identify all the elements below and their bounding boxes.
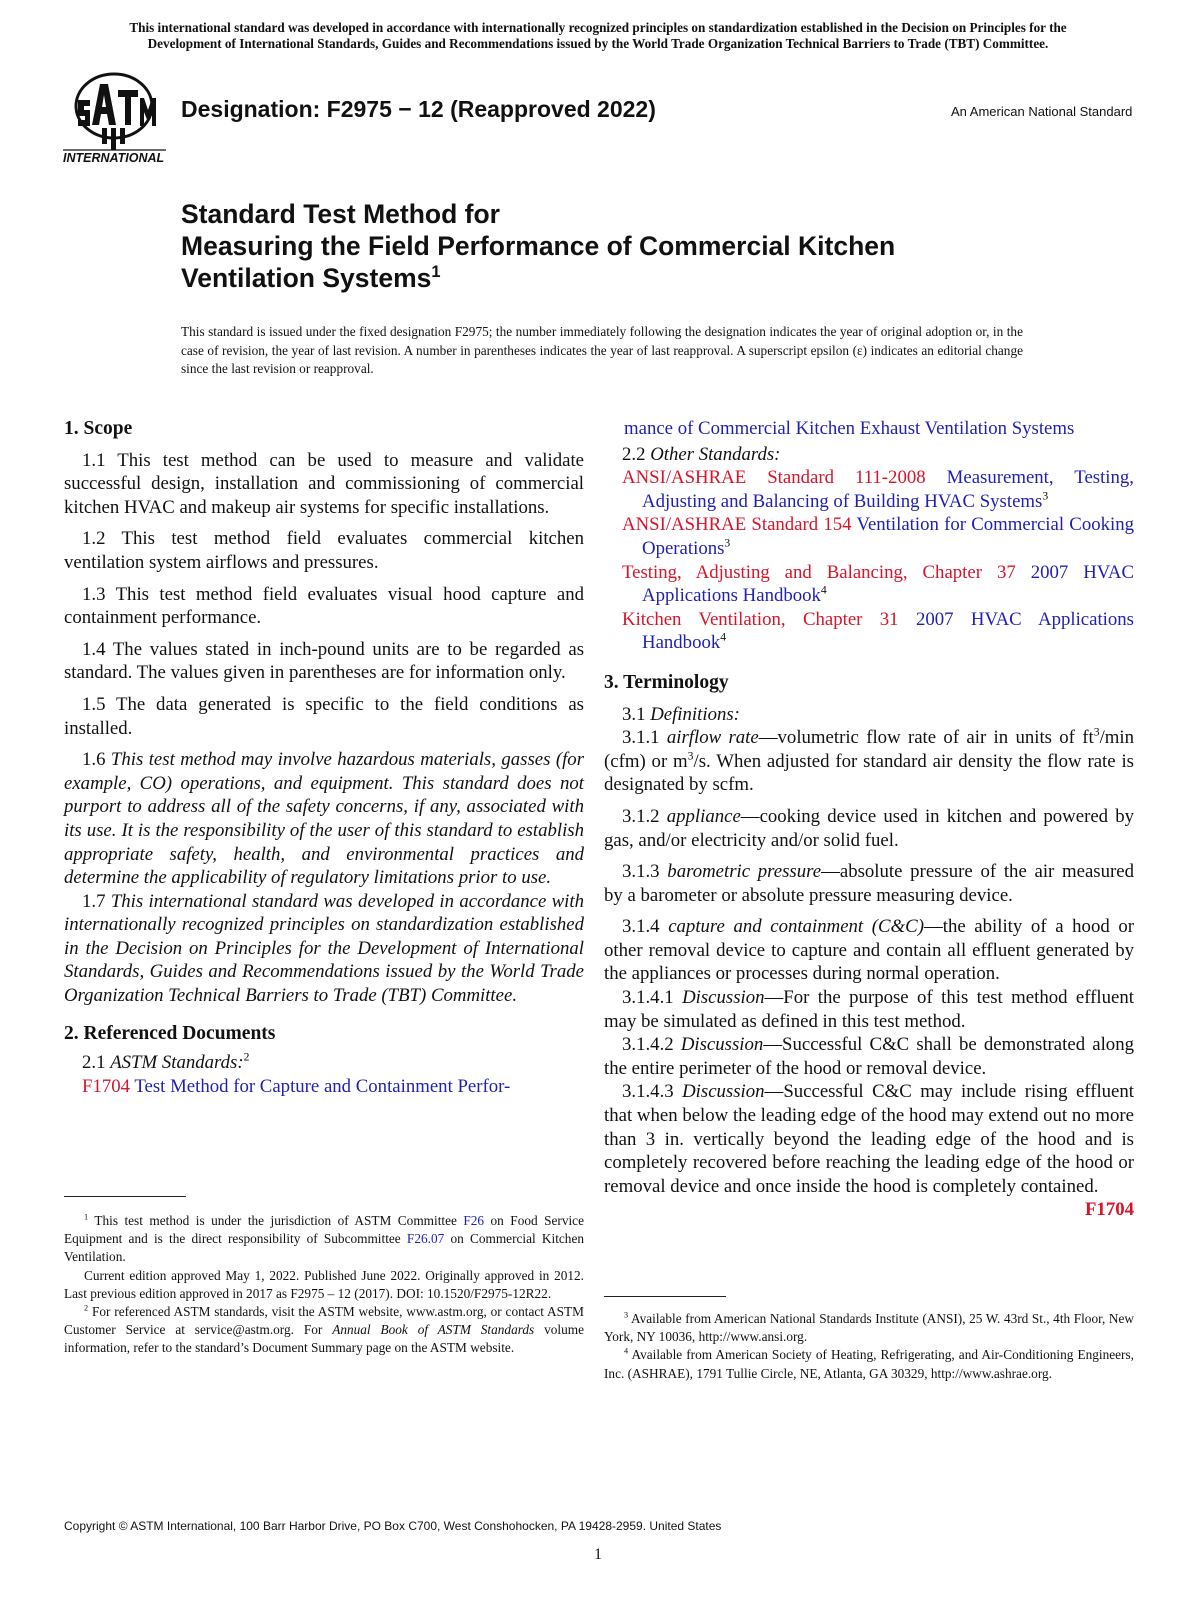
- reference-ashrae-154: [622, 513, 1134, 560]
- footnotes-left: [64, 1212, 584, 1358]
- edition-note: Current edition approved May 1, 2022. Published June 2022. Originally approved in 2012. Last previous edition approved in 2017 as F2975 – 12 (2017). DOI: 10.1520/F2975-12R22.: [64, 1267, 584, 1301]
- scope-1-6: [64, 748, 584, 890]
- section-2-2-label: Other Standards:: [650, 443, 781, 465]
- footnote-1-text-a: This test method is under the jurisdiction of ASTM Committee: [94, 1213, 457, 1228]
- discussion-3-def: —Successful C&C may include rising effluent that when below the leading edge of the hood may extend out no more than 3 in. vertically beyond the leading edge of the hood and is completely recovered before reaching the leading edge of the hood or removal device and once inside the hood is completely contained.: [604, 1081, 1134, 1197]
- copyright-line: Copyright © ASTM International, 100 Barr Harbor Drive, PO Box C700, West Conshohocken, PA 19428-2959. United States: [64, 1519, 722, 1533]
- discussion-1-def: —For the purpose of this test method effluent may be simulated as defined in this test method.: [604, 987, 1134, 1032]
- term-3-1-3-term: barometric pressure: [667, 861, 822, 883]
- section-2-1-number: 2.1: [82, 1052, 106, 1074]
- f1704-title-link-continued[interactable]: mance of Commercial Kitchen Exhaust Ventilation Systems: [624, 418, 1075, 439]
- title-line1: Standard Test Method for: [181, 199, 500, 229]
- top-notice-line2: Development of International Standards, Guides and Recommendations issued by the World Trade Organization Technical Barriers to Trade (TBT) Committee.: [147, 36, 1049, 51]
- chapter-31-title-link[interactable]: 2007 HVAC Applications Handbook: [642, 608, 1134, 654]
- scope-1-7-number: 1.7: [82, 890, 106, 912]
- term-barometric-pressure: [604, 860, 1134, 907]
- astm-logo: [62, 70, 168, 168]
- scope-heading: 1. Scope: [64, 418, 133, 439]
- chapter-31-code-link[interactable]: Kitchen Ventilation, Chapter 31: [622, 608, 899, 630]
- discussion-2-number: 3.1.4.2: [622, 1034, 674, 1056]
- term-appliance: [604, 805, 1134, 852]
- section-3-1-number: 3.1: [622, 703, 646, 725]
- ashrae-154-footnote-mark: 3: [724, 536, 731, 550]
- term-3-1-2-def: —cooking device used in kitchen and powered by gas, and/or electricity and/or solid fuel.: [604, 805, 1134, 851]
- discussion-1-term: Discussion: [682, 987, 765, 1009]
- footnote-2: [64, 1303, 584, 1358]
- top-notice-line1: This international standard was developed in accordance with internationally recognized principles on standardization established in the Decision on Principles for the: [129, 20, 1067, 35]
- ashrae-154-title-link[interactable]: Ventilation for Commercial Cooking Operations: [642, 514, 1134, 559]
- document-title: [181, 198, 895, 294]
- page-number: 1: [594, 1546, 602, 1563]
- discussion-1-number: 3.1.4.1: [622, 987, 674, 1009]
- footnote-2-text-b: volume information, refer to the standard’s Document Summary page on the ASTM website.: [64, 1322, 585, 1356]
- term-3-1-2-term: appliance: [666, 805, 741, 827]
- discussion-3-1-4-3: [604, 1080, 1134, 1221]
- scope-1-6-number: 1.6: [82, 749, 106, 771]
- footnote-divider-left: [64, 1196, 186, 1197]
- ashrae-111-code-link[interactable]: ANSI/ASHRAE Standard 111-2008: [622, 467, 926, 489]
- left-column: [64, 417, 584, 1098]
- ashrae-111-title-link[interactable]: Measurement, Testing, Adjusting and Balancing of Building HVAC Systems: [642, 467, 1134, 512]
- section-2-2-number: 2.2: [622, 443, 646, 465]
- term-3-1-2-number: 3.1.2: [622, 805, 660, 827]
- discussion-3-1-4-1: [604, 986, 1134, 1033]
- title-line2: Measuring the Field Performance of Commercial Kitchen: [181, 231, 896, 261]
- term-3-1-1-def-a: —volumetric flow rate of air in units of ft: [758, 727, 1094, 749]
- astm-standards-label: [64, 1051, 584, 1075]
- committee-f26-link[interactable]: F26: [463, 1213, 485, 1228]
- section-3-1-label: Definitions:: [650, 703, 740, 725]
- definitions-label: [604, 703, 1134, 727]
- discussion-2-term: Discussion: [680, 1034, 764, 1056]
- discussion-3-1-4-2: [604, 1033, 1134, 1080]
- scope-1-1: 1.1 This test method can be used to measure and validate successful design, installation and commissioning of commercial kitchen HVAC and makeup air systems for specific installations.: [64, 449, 584, 518]
- footnote-3-text: Available from American National Standards Institute (ANSI), 25 W. 43rd St., 4th Floor, New York, NY 10036, http://www.ansi.org.: [604, 1311, 1134, 1345]
- term-3-1-4-term: capture and containment (C&C): [668, 916, 924, 938]
- terminology-heading: 3. Terminology: [604, 671, 729, 693]
- footnote-divider-right: [604, 1296, 726, 1297]
- term-airflow-rate: [604, 726, 1134, 797]
- f1704-reference: [64, 1075, 584, 1099]
- footnote-4: [604, 1346, 1134, 1382]
- term-3-1-3-number: 3.1.3: [622, 861, 660, 883]
- discussion-3-term: Discussion: [682, 1081, 765, 1103]
- top-notice: [55, 20, 1141, 52]
- footnotes-right: [604, 1310, 1134, 1383]
- discussion-2-def: —Successful C&C shall be demonstrated along the entire perimeter of the hood or removal device.: [604, 1034, 1134, 1079]
- footnote-1: [64, 1212, 584, 1267]
- running-reference-f1704[interactable]: F1704: [1084, 1199, 1134, 1221]
- scope-1-4: 1.4 The values stated in inch-pound units are to be regarded as standard. The values given in parentheses are for information only.: [64, 638, 584, 684]
- right-column: [604, 417, 1134, 1222]
- f1704-title-link[interactable]: Test Method for Capture and Containment Perfor-: [134, 1075, 511, 1097]
- footnote-3: [604, 1310, 1134, 1346]
- term-3-1-1-sup-a: 3: [1093, 725, 1100, 739]
- scope-1-3: 1.3 This test method field evaluates visual hood capture and containment performance.: [64, 583, 584, 629]
- title-line3: Ventilation Systems: [181, 263, 432, 293]
- scope-1-7-text: This international standard was developed in accordance with internationally recognized principles on standardization established in the Decision on Principles for the Development of International Standards, Guides and Recommendations issued by the World Trade Organization Technical Barriers to Trade (TBT) Committee.: [64, 890, 584, 1007]
- title-footnote-mark: 1: [431, 263, 441, 282]
- reference-chapter-31: [622, 608, 1134, 655]
- scope-1-6-text: This test method may involve hazardous materials, gasses (for example, CO) operations, and equipment. This standard does not purport to address all of the safety concerns, if any, associated with its use. It is the responsibility of the user of this standard to establish appropriate safety, health, and environmental practices and determine the applicability of regulatory limitations prior to use.: [64, 749, 585, 889]
- f1704-code-link[interactable]: F1704: [82, 1075, 131, 1097]
- term-3-1-4-def: —the ability of a hood or other removal device to capture and contain all effluent generated by the appliances or processes during normal operation.: [604, 916, 1134, 985]
- referenced-documents-heading: 2. Referenced Documents: [64, 1022, 276, 1044]
- footnote-1-text-c: on Commercial Kitchen Ventilation.: [64, 1231, 585, 1265]
- term-3-1-1-def-c: /s. When adjusted for standard air density the flow rate is designated by scfm.: [604, 750, 1134, 796]
- term-3-1-3-def: —absolute pressure of the air measured by a barometer or absolute pressure measuring device.: [604, 861, 1134, 906]
- term-3-1-1-term: airflow rate: [666, 727, 759, 749]
- logo-text: INTERNATIONAL: [63, 151, 165, 165]
- ashrae-111-footnote-mark: 3: [1042, 489, 1049, 503]
- footnote-1-mark: 1: [84, 1212, 89, 1222]
- footnote-4-mark: 4: [624, 1346, 629, 1356]
- chapter-37-code-link[interactable]: Testing, Adjusting and Balancing, Chapter 37: [622, 561, 1016, 583]
- footnote-4-text: Available from American Society of Heating, Refrigerating, and Air-Conditioning Engineers, Inc. (ASHRAE), 1791 Tullie Circle, NE, Atlanta, GA 30329, http://www.ashrae.org.: [604, 1347, 1134, 1381]
- other-standards-label: [604, 443, 1134, 467]
- term-capture-containment: [604, 915, 1134, 986]
- footnote-2-italic: Annual Book of ASTM Standards: [332, 1322, 535, 1338]
- reference-chapter-37: [622, 561, 1134, 608]
- section-2-1-label: ASTM Standards:: [110, 1052, 244, 1074]
- chapter-37-title-link[interactable]: 2007 HVAC Applications Handbook: [642, 561, 1134, 607]
- term-3-1-1-sup-b: 3: [687, 749, 694, 763]
- footnote-1-text-b: on Food Service Equipment and is the direct responsibility of Subcommittee: [64, 1213, 584, 1247]
- chapter-37-footnote-mark: 4: [820, 583, 827, 597]
- term-3-1-1-number: 3.1.1: [622, 727, 660, 749]
- issue-note: This standard is issued under the fixed designation F2975; the number immediately following the designation indicates the year of original adoption or, in the case of revision, the year of last revision. A number in parentheses indicates the year of last reapproval. A superscript epsilon (ε) indicates an editorial change since the last revision or reapproval.: [181, 324, 1023, 376]
- subcommittee-f26-07-link[interactable]: F26.07: [406, 1231, 445, 1247]
- chapter-31-footnote-mark: 4: [720, 631, 727, 645]
- footnote-3-mark: 3: [624, 1310, 629, 1320]
- discussion-3-number: 3.1.4.3: [622, 1081, 674, 1103]
- ashrae-154-code-link[interactable]: ANSI/ASHRAE Standard 154: [622, 514, 852, 536]
- designation: Designation: F2975 − 12 (Reapproved 2022): [181, 96, 656, 122]
- american-national-standard-label: An American National Standard: [951, 104, 1133, 119]
- section-2-1-footnote-mark: 2: [243, 1050, 250, 1064]
- scope-1-2: 1.2 This test method field evaluates commercial kitchen ventilation system airflows and pressures.: [64, 528, 584, 573]
- footnote-2-mark: 2: [84, 1303, 89, 1313]
- scope-1-7: [64, 890, 584, 1008]
- scope-1-5: 1.5 The data generated is specific to the field conditions as installed.: [64, 693, 584, 739]
- footnote-2-text-a: For referenced ASTM standards, visit the ASTM website, www.astm.org, or contact ASTM Customer Service at service@astm.org. For: [64, 1304, 585, 1338]
- term-3-1-1-def-b: /min (cfm) or m: [604, 727, 1134, 772]
- reference-ashrae-111: [622, 466, 1134, 513]
- term-3-1-4-number: 3.1.4: [622, 916, 660, 938]
- f1704-title-continued: [604, 417, 1134, 441]
